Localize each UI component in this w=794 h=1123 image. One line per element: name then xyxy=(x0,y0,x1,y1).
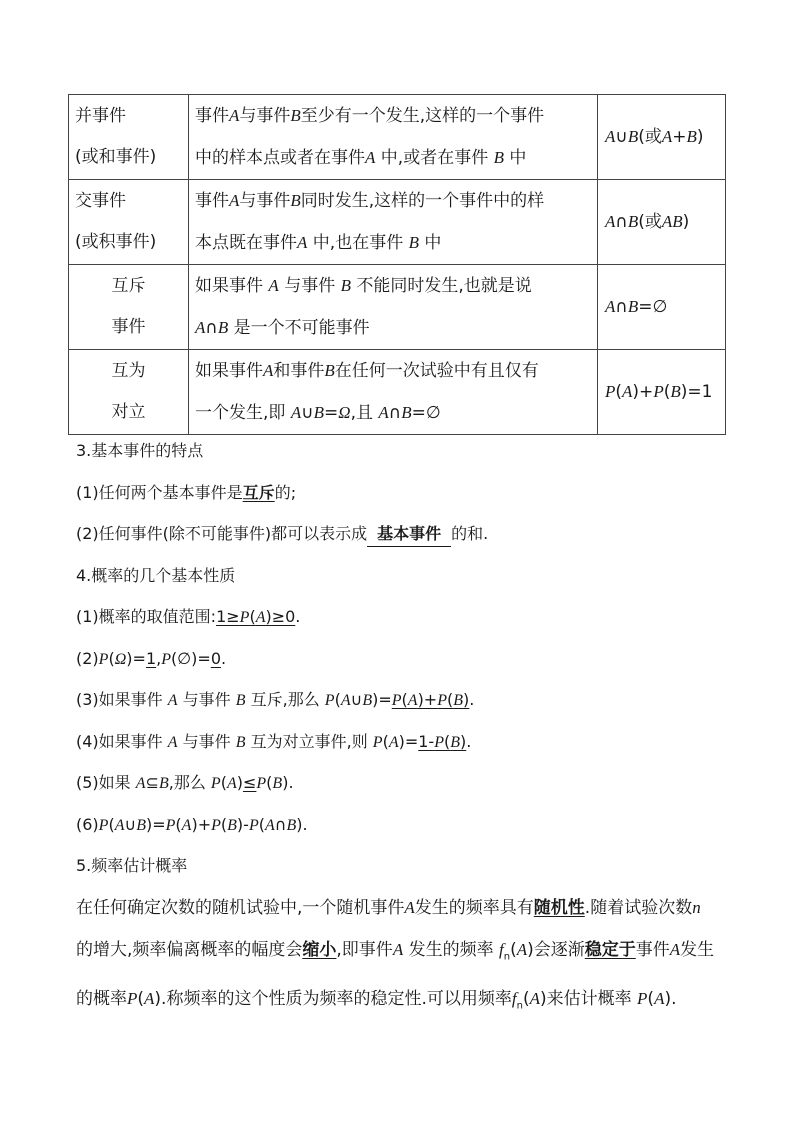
text-run: (6) xyxy=(76,814,99,834)
text-run: B xyxy=(362,692,373,709)
text-run: A xyxy=(144,988,155,1008)
text-run: A xyxy=(529,988,540,1008)
answer-text: 互斥 xyxy=(242,482,275,502)
text-run: A xyxy=(669,940,681,959)
section-heading xyxy=(76,430,726,472)
text-run: 至少有一个发生,这样的一个事件 xyxy=(300,106,545,126)
text-run: P xyxy=(98,650,109,668)
text-run: 同时发生,这样的一个事件中的样 xyxy=(300,191,545,211)
table-row xyxy=(69,350,726,435)
text-run: A xyxy=(340,692,351,709)
text-run: ( xyxy=(108,648,115,668)
frequency-paragraph xyxy=(76,887,722,1027)
text-run: )= xyxy=(372,690,392,709)
text-run: )+ xyxy=(632,382,654,402)
text-run: A xyxy=(229,106,240,125)
text-run: f xyxy=(499,940,504,959)
section-heading xyxy=(76,555,726,597)
text-run: A xyxy=(516,940,528,959)
text-run: P xyxy=(165,816,176,834)
property-item xyxy=(76,721,726,763)
answer-text: 稳定于 xyxy=(584,940,636,960)
event-name-line: 互斥 xyxy=(111,276,146,296)
text-run: A xyxy=(365,148,376,167)
text-run: B xyxy=(324,361,335,380)
text-run: B xyxy=(627,297,639,316)
text-run: ( xyxy=(663,382,671,402)
text-run: ( xyxy=(137,988,145,1009)
answer-text: 随机性 xyxy=(533,897,585,918)
text-run: =∅ xyxy=(638,297,668,317)
event-definition-cell xyxy=(189,180,598,265)
answer-text: ≤ xyxy=(242,773,257,792)
text-run: 与事件 xyxy=(239,191,291,211)
text-run: ).称频率的这个性质为频率的稳定性.可以用频率 xyxy=(154,988,512,1009)
text-run: B xyxy=(493,148,504,167)
text-run: P xyxy=(637,988,648,1008)
answer-text: 0 xyxy=(210,648,222,668)
text-run: )+ xyxy=(191,814,212,834)
text-run: 中 xyxy=(419,233,442,253)
text-run: 如果事件 xyxy=(195,276,269,296)
text-run: + xyxy=(672,127,687,147)
text-run: A xyxy=(114,816,125,834)
text-run: B xyxy=(627,127,639,146)
text-run: P xyxy=(653,382,664,401)
text-run: 事件 xyxy=(195,106,229,126)
text-run: A xyxy=(264,816,275,834)
text-run: ( xyxy=(615,382,623,402)
text-run: B xyxy=(627,212,639,231)
property-item xyxy=(76,596,726,638)
text-run: = xyxy=(324,403,339,423)
text-run: P xyxy=(248,816,259,834)
event-symbol-cell xyxy=(598,180,726,265)
text-run: (1)任何两个基本事件是 xyxy=(76,482,243,502)
property-item xyxy=(76,638,726,680)
text-run: ( xyxy=(220,773,227,792)
table-row xyxy=(69,95,726,180)
text-run: B xyxy=(227,816,237,834)
answer-text: 缩小 xyxy=(302,940,337,960)
text-run: P xyxy=(210,775,221,792)
text-run: Ω xyxy=(114,650,127,668)
answer-text: ( xyxy=(401,690,408,709)
text-run: B xyxy=(686,127,697,146)
text-run: 3.基本事件的特点 xyxy=(76,441,204,460)
event-name-cell xyxy=(69,265,189,350)
event-name-cell xyxy=(69,180,189,265)
text-run: . xyxy=(469,690,475,709)
text-run: (4)如果事件 xyxy=(76,731,168,751)
text-run: . xyxy=(295,607,301,626)
text-run: A xyxy=(167,733,178,751)
text-run: (或 xyxy=(638,127,662,147)
text-run: ) xyxy=(236,773,243,792)
text-run: B xyxy=(670,382,681,401)
event-name-line: (或积事件) xyxy=(75,232,157,252)
text-run: (1)概率的取值范围: xyxy=(76,607,217,626)
text-run: )- xyxy=(236,814,249,834)
text-run: )= xyxy=(145,814,166,834)
section-heading xyxy=(76,845,726,887)
text-run: A xyxy=(229,191,240,210)
text-run: A xyxy=(181,816,192,834)
text-run: )来估计概率 xyxy=(539,988,638,1009)
text-run: ∩ xyxy=(388,403,402,423)
text-run: P xyxy=(256,775,267,792)
text-run: 是一个不可能事件 xyxy=(228,318,370,338)
text-run: A xyxy=(135,775,146,792)
definition-line xyxy=(195,180,597,222)
text-run: B xyxy=(340,276,351,295)
text-run: 本点既在事件 xyxy=(195,233,297,253)
text-run: 和事件 xyxy=(273,361,325,381)
text-run: ∪ xyxy=(350,690,363,709)
text-run: (或 xyxy=(638,212,662,232)
answer-text: P xyxy=(434,733,444,751)
event-symbol-cell xyxy=(598,95,726,180)
event-name-line: (或和事件) xyxy=(75,147,157,167)
text-run: (2)任何事件(除不可能事件)都可以表示成 xyxy=(76,524,368,543)
text-run: 在任何一次试验中有且仅有 xyxy=(334,361,539,381)
text-run: Ω xyxy=(338,403,351,422)
text-run: 发生的频率 xyxy=(403,940,500,960)
text-run: )= xyxy=(126,648,146,668)
text-run: 发生的概率 xyxy=(76,940,715,1009)
text-run: ∪ xyxy=(301,403,314,423)
text-run: P xyxy=(127,988,138,1008)
text-run: 与事件 xyxy=(177,690,236,709)
text-run: ) xyxy=(696,127,704,147)
text-run: 在任何确定次数的随机试验中,一个随机事件 xyxy=(76,897,405,918)
text-run: A xyxy=(290,403,302,422)
text-run: A xyxy=(297,233,308,252)
property-item xyxy=(76,513,726,555)
text-run: ( xyxy=(108,814,115,834)
text-run: 的和. xyxy=(451,524,489,543)
answer-text: 1 xyxy=(145,648,157,668)
text-run: A xyxy=(388,733,399,751)
event-definition-cell xyxy=(189,350,598,435)
text-run: ( xyxy=(647,988,655,1009)
text-run: 一个发生,即 xyxy=(195,403,291,423)
text-run: A xyxy=(263,361,274,380)
content-section xyxy=(76,430,726,1027)
text-run: , xyxy=(156,648,162,668)
text-run: B xyxy=(290,106,301,125)
event-relations-table xyxy=(68,94,726,435)
event-name-line: 交事件 xyxy=(75,191,126,211)
text-run: B xyxy=(286,816,297,834)
text-run: ( xyxy=(175,814,182,834)
event-name-cell xyxy=(69,95,189,180)
text-run: ( xyxy=(522,988,530,1009)
text-run: A xyxy=(605,297,616,316)
event-symbol-cell xyxy=(598,350,726,435)
text-run: A xyxy=(167,692,178,709)
definition-line xyxy=(195,222,597,264)
text-run: B xyxy=(136,816,146,834)
text-run: B xyxy=(235,692,246,709)
answer-text: P xyxy=(391,692,402,709)
text-run: 与事件 xyxy=(278,276,341,296)
text-run: (∅)= xyxy=(171,648,211,668)
answer-text: B xyxy=(450,733,461,751)
answer-text: )+ xyxy=(417,690,438,709)
answer-text: B xyxy=(453,692,464,709)
text-run: A xyxy=(268,276,279,295)
event-name-line: 并事件 xyxy=(75,106,126,126)
text-run: ). xyxy=(282,773,294,792)
answer-text: A xyxy=(407,692,418,709)
text-run: )会逐渐 xyxy=(527,940,585,960)
text-run: n xyxy=(516,1000,523,1012)
text-run: P xyxy=(161,650,171,668)
text-run: 如果事件 xyxy=(195,361,263,381)
property-item xyxy=(76,679,726,721)
text-run: n xyxy=(692,897,701,917)
property-lines xyxy=(76,430,726,887)
text-run: 互为对立事件,则 xyxy=(245,731,373,751)
answer-text: P xyxy=(437,692,447,709)
table-row xyxy=(69,180,726,265)
text-run: (3)如果事件 xyxy=(76,690,168,709)
text-run: 互斥,那么 xyxy=(245,690,325,709)
text-run: A xyxy=(226,775,237,792)
text-run: P xyxy=(372,733,383,751)
text-run: ∩ xyxy=(615,297,628,317)
text-run: 与事件 xyxy=(239,106,291,126)
text-run: ( xyxy=(220,814,228,834)
text-run: A xyxy=(605,127,616,146)
text-run: B xyxy=(401,403,412,422)
text-run: B xyxy=(158,775,169,792)
text-run: A xyxy=(404,897,415,917)
answer-text: 1≥ xyxy=(216,607,240,626)
text-run: ∩ xyxy=(615,212,628,232)
text-run: ( xyxy=(266,773,273,792)
text-run: )= xyxy=(398,731,419,751)
text-run: B xyxy=(272,775,283,792)
text-run: A xyxy=(392,940,404,959)
definition-line xyxy=(195,392,597,434)
text-run: 4.概率的几个基本性质 xyxy=(76,565,236,585)
property-item xyxy=(76,472,726,514)
text-run: A xyxy=(378,403,389,422)
event-definition-cell xyxy=(189,265,598,350)
text-run: ). xyxy=(664,988,677,1009)
fill-blank-answer: 基本事件 xyxy=(367,522,451,547)
text-run: ∪ xyxy=(124,814,137,834)
text-run: ,且 xyxy=(350,403,379,423)
event-name-line: 事件 xyxy=(111,317,146,337)
definition-line xyxy=(195,95,597,137)
text-run: n xyxy=(503,951,511,963)
text-run: A xyxy=(622,382,633,401)
text-run: ( xyxy=(382,731,389,751)
text-run: 中,也在事件 xyxy=(307,233,409,253)
text-run: ∪ xyxy=(615,127,628,147)
text-run: f xyxy=(511,988,517,1008)
text-run: 发生的频率具有 xyxy=(414,897,534,918)
text-run: B xyxy=(313,403,325,422)
text-run: 与事件 xyxy=(177,731,236,751)
text-run: .随着试验次数 xyxy=(584,897,693,918)
text-run: 的; xyxy=(274,482,297,502)
text-run: )=1 xyxy=(680,382,713,402)
text-run: ⊆ xyxy=(145,773,159,792)
answer-text: ( xyxy=(249,607,256,626)
event-name-line: 互为 xyxy=(111,361,146,381)
definition-line xyxy=(195,350,597,392)
answer-text: ( xyxy=(443,731,451,751)
text-run: (5)如果 xyxy=(76,773,136,792)
event-symbol-cell xyxy=(598,265,726,350)
text-run: 的增大,频率偏离概率的幅度会 xyxy=(76,940,303,960)
property-item xyxy=(76,804,726,846)
text-run: (2) xyxy=(76,648,99,668)
text-run: 5.频率估计概率 xyxy=(76,856,188,875)
text-run: A xyxy=(195,318,206,337)
text-run: ,那么 xyxy=(168,773,211,792)
text-run: P xyxy=(98,816,109,834)
text-run: . xyxy=(221,648,227,668)
text-run: 中,或者在事件 xyxy=(375,148,494,168)
answer-text: A xyxy=(255,609,266,626)
text-run: P xyxy=(211,816,221,834)
answer-text: P xyxy=(239,609,250,626)
table-row xyxy=(69,265,726,350)
text-run: P xyxy=(605,382,616,401)
text-run: ) xyxy=(682,212,690,232)
text-run: ∩ xyxy=(274,814,287,834)
text-run: ,即事件 xyxy=(336,940,393,960)
text-run: A xyxy=(654,988,665,1008)
text-run: . xyxy=(466,731,472,751)
text-run: ∩ xyxy=(205,318,218,338)
text-run: 事件 xyxy=(635,940,670,960)
answer-text: ( xyxy=(447,690,454,709)
text-run: ( xyxy=(258,814,265,834)
text-run: A xyxy=(661,127,673,146)
definition-line xyxy=(195,265,597,307)
text-run: AB xyxy=(661,212,683,231)
text-run: B xyxy=(408,233,419,252)
text-run: ( xyxy=(334,690,341,709)
property-item xyxy=(76,762,726,804)
text-run: P xyxy=(324,692,335,709)
text-run: 不能同时发生,也就是说 xyxy=(351,276,532,296)
text-run: B xyxy=(217,318,229,337)
text-run: 中的样本点或者在事件 xyxy=(195,148,365,168)
text-run: ( xyxy=(510,940,517,960)
text-run: 中 xyxy=(504,148,527,168)
text-run: B xyxy=(290,191,301,210)
answer-text: ) xyxy=(460,731,467,751)
text-run: 事件 xyxy=(195,191,229,211)
text-run: B xyxy=(235,733,246,751)
definition-line xyxy=(195,137,597,179)
answer-text: 1- xyxy=(418,731,435,751)
answer-text: )≥0 xyxy=(265,607,296,626)
text-run: ). xyxy=(296,814,308,834)
event-name-cell xyxy=(69,350,189,435)
event-definition-cell xyxy=(189,95,598,180)
answer-text: ) xyxy=(463,690,470,709)
event-name-line: 对立 xyxy=(111,402,146,422)
text-run: A xyxy=(605,212,616,231)
text-run: =∅ xyxy=(411,403,441,423)
definition-line xyxy=(195,307,597,349)
